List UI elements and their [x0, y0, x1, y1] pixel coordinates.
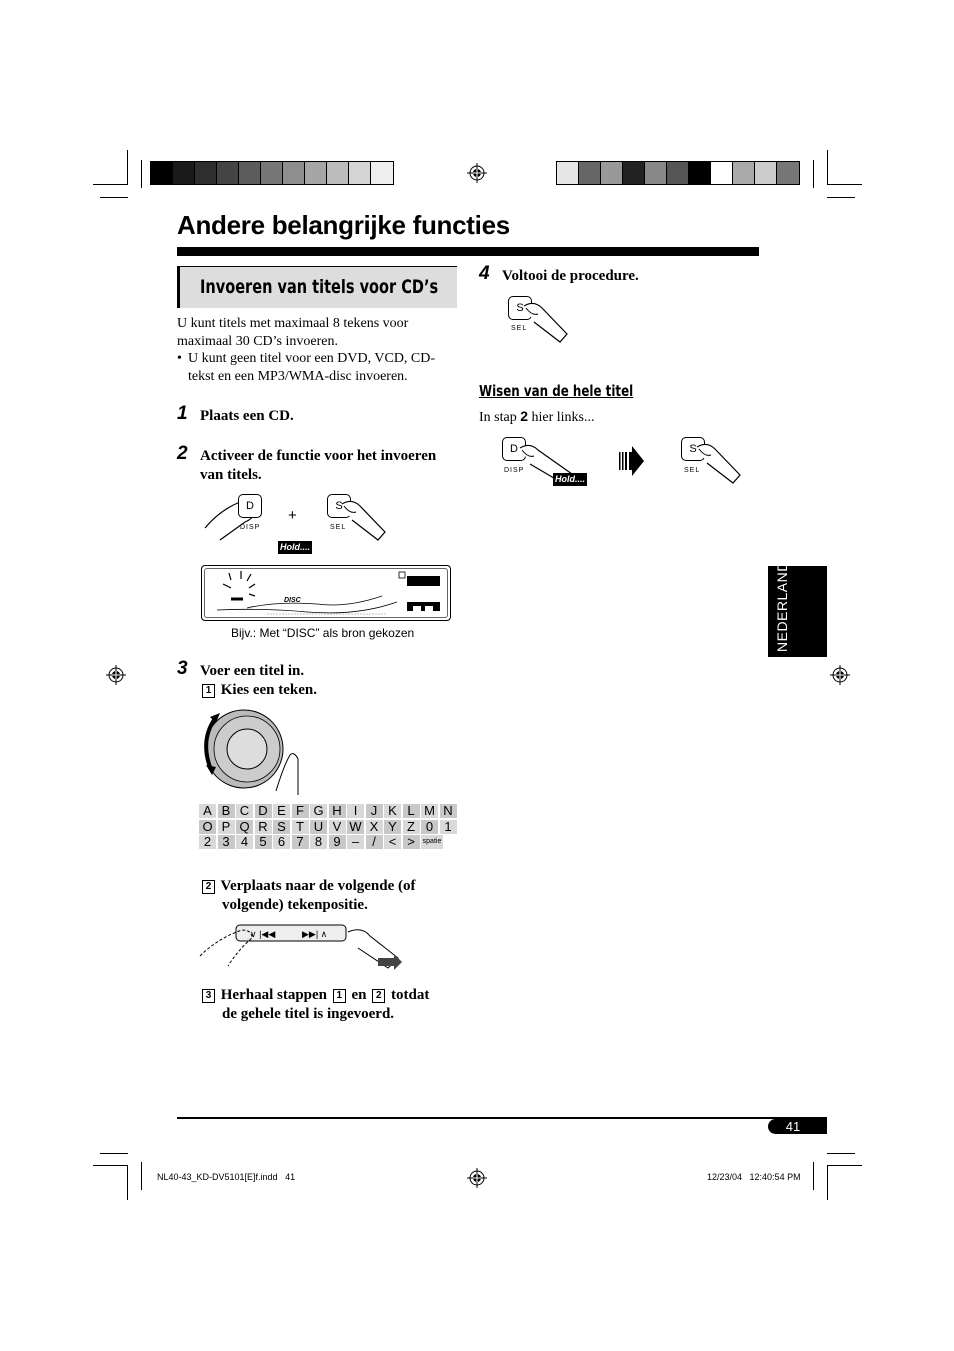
char-cell: G — [310, 804, 327, 818]
char-cell: 0 — [421, 820, 438, 834]
footer-date: 12/23/04 12:40:54 PM — [707, 1172, 801, 1182]
char-cell: 8 — [310, 835, 327, 849]
step-text: Activeer de functie voor het invoeren — [200, 448, 437, 464]
char-cell: U — [310, 820, 327, 834]
char-cell: B — [218, 804, 235, 818]
control-dial-icon[interactable] — [198, 705, 308, 800]
char-cell: L — [403, 804, 420, 818]
crop-mark — [100, 197, 128, 198]
char-cell: > — [403, 835, 420, 849]
language-label: NEDERLANDS — [774, 551, 790, 652]
crop-mark — [93, 1165, 128, 1166]
substep-ref: 1 — [333, 989, 346, 1003]
char-cell: Z — [403, 820, 420, 834]
display-panel — [201, 565, 451, 621]
char-cell: 4 — [236, 835, 253, 849]
wisen-text-a: In stap — [479, 410, 517, 425]
char-cell: M — [421, 804, 438, 818]
bullet-icon: • — [177, 351, 182, 366]
s-button[interactable]: S — [327, 494, 351, 518]
intro-bullet: U kunt geen titel voor een DVD, VCD, CD- — [188, 351, 436, 366]
registration-mark-icon — [106, 665, 126, 685]
crop-mark — [813, 1162, 814, 1190]
finger-icon — [685, 433, 750, 488]
char-cell: X — [366, 820, 383, 834]
substep-number: 2 — [202, 880, 215, 894]
char-cell: D — [255, 804, 272, 818]
registration-mark-icon — [830, 665, 850, 685]
sel-label: SEL — [511, 325, 528, 332]
title-rule — [177, 247, 759, 256]
char-cell: F — [292, 804, 309, 818]
registration-mark-icon — [467, 1168, 487, 1188]
section-title-box — [177, 266, 457, 308]
page-title: Andere belangrijke functies — [177, 210, 510, 240]
crop-mark — [127, 150, 128, 185]
char-cell: 6 — [273, 835, 290, 849]
substep-number: 1 — [202, 684, 215, 698]
hold-badge: Hold.... — [555, 474, 585, 484]
substep-ref: 2 — [372, 989, 385, 1003]
substep-text: volgende) tekenpositie. — [222, 897, 368, 913]
crop-mark — [813, 160, 814, 188]
intro-text: maximaal 30 CD’s invoeren. — [177, 334, 338, 349]
substep-2 — [200, 877, 415, 896]
char-cell: 2 — [199, 835, 216, 849]
gray-bar-left — [150, 161, 394, 185]
char-cell: Q — [236, 820, 253, 834]
character-map — [199, 804, 459, 850]
crop-mark — [100, 1153, 128, 1154]
char-cell: E — [273, 804, 290, 818]
arrow-right-icon — [619, 444, 645, 478]
char-cell: N — [440, 804, 457, 818]
page-number: 41 — [785, 1119, 801, 1134]
char-cell: 3 — [218, 835, 235, 849]
char-cell: R — [255, 820, 272, 834]
char-cell: P — [218, 820, 235, 834]
char-cell: – — [347, 835, 364, 849]
char-cell: C — [236, 804, 253, 818]
intro-bullet: tekst en een MP3/WMA-disc invoeren. — [188, 369, 408, 384]
char-cell: O — [199, 820, 216, 834]
substep-3 — [200, 986, 429, 1005]
char-cell: T — [292, 820, 309, 834]
step-text: van titels. — [200, 467, 262, 483]
svg-text:▶▶| ∧: ▶▶| ∧ — [302, 929, 328, 939]
wisen-text — [479, 407, 595, 427]
substep-text: Kies een teken. — [220, 682, 317, 698]
finger-icon — [330, 490, 395, 545]
sel-label: SEL — [330, 524, 347, 531]
crop-mark — [827, 1165, 862, 1166]
substep-text: totdat — [391, 987, 430, 1003]
char-cell: S — [273, 820, 290, 834]
wisen-text-b: hier links... — [531, 410, 595, 425]
step-number: 3 — [177, 658, 188, 679]
crop-mark — [827, 184, 862, 185]
char-cell: 5 — [255, 835, 272, 849]
subsection-title: Wisen van de hele titel — [479, 382, 634, 400]
substep-text: Verplaats naar de volgende (of — [220, 878, 416, 894]
char-cell: / — [366, 835, 383, 849]
char-cell: Y — [384, 820, 401, 834]
substep-text: de gehele titel is ingevoerd. — [222, 1006, 395, 1022]
char-cell: 9 — [329, 835, 346, 849]
char-cell: 1 — [440, 820, 457, 834]
crop-mark — [141, 160, 142, 188]
step-text: Voltooi de procedure. — [502, 268, 639, 284]
footer-file: NL40-43_KD-DV5101[E]f.indd 41 — [157, 1172, 296, 1182]
skip-buttons-icon[interactable] — [198, 922, 408, 972]
crop-mark — [827, 150, 828, 185]
char-cell: A — [199, 804, 216, 818]
step-text: Voer een titel in. — [200, 663, 305, 679]
step-number: 4 — [479, 263, 490, 284]
d-button[interactable]: D — [238, 494, 262, 518]
char-cell: I — [347, 804, 364, 818]
page-number-tab — [768, 1119, 827, 1134]
crop-mark — [827, 1165, 828, 1200]
crop-mark — [127, 1165, 128, 1200]
char-cell: 7 — [292, 835, 309, 849]
char-cell: H — [329, 804, 346, 818]
crop-mark — [141, 1162, 142, 1190]
substep-text: en — [351, 987, 367, 1003]
disp-label: DISP — [504, 467, 525, 474]
s-button[interactable]: S — [681, 437, 705, 461]
finger-icon — [512, 292, 577, 347]
char-cell: K — [384, 804, 401, 818]
registration-mark-icon — [467, 163, 487, 183]
crop-mark — [827, 1153, 855, 1154]
char-cell: spatie — [421, 835, 443, 849]
footer-rule — [177, 1117, 827, 1119]
crop-mark — [827, 197, 855, 198]
substep-1 — [200, 681, 317, 700]
step-number: 2 — [177, 443, 188, 464]
hold-badge: Hold.... — [280, 542, 310, 552]
char-cell: W — [347, 820, 364, 834]
substep-text: Herhaal stappen — [220, 987, 328, 1003]
sel-label: SEL — [684, 467, 701, 474]
wisen-step-ref: 2 — [520, 408, 529, 424]
char-cell: V — [329, 820, 346, 834]
intro-text: U kunt titels met maximaal 8 tekens voor — [177, 316, 409, 331]
char-cell: J — [366, 804, 383, 818]
section-title: Invoeren van titels voor CD’s — [200, 276, 439, 298]
language-tab — [768, 551, 827, 657]
plus-sign: + — [288, 507, 297, 524]
char-cell: < — [384, 835, 401, 849]
display-disc-label: DISC — [284, 597, 301, 604]
disp-label: DISP — [240, 524, 261, 531]
gray-bar-right — [556, 161, 800, 185]
crop-mark — [93, 184, 128, 185]
svg-text:∨ |◀◀: ∨ |◀◀ — [250, 929, 276, 939]
display-caption: Bijv.: Met “DISC” als bron gekozen — [231, 626, 415, 640]
d-button[interactable]: D — [502, 437, 526, 461]
s-button[interactable]: S — [508, 296, 532, 320]
step-text: Plaats een CD. — [200, 408, 294, 424]
substep-number: 3 — [202, 989, 215, 1003]
step-number: 1 — [177, 403, 188, 424]
